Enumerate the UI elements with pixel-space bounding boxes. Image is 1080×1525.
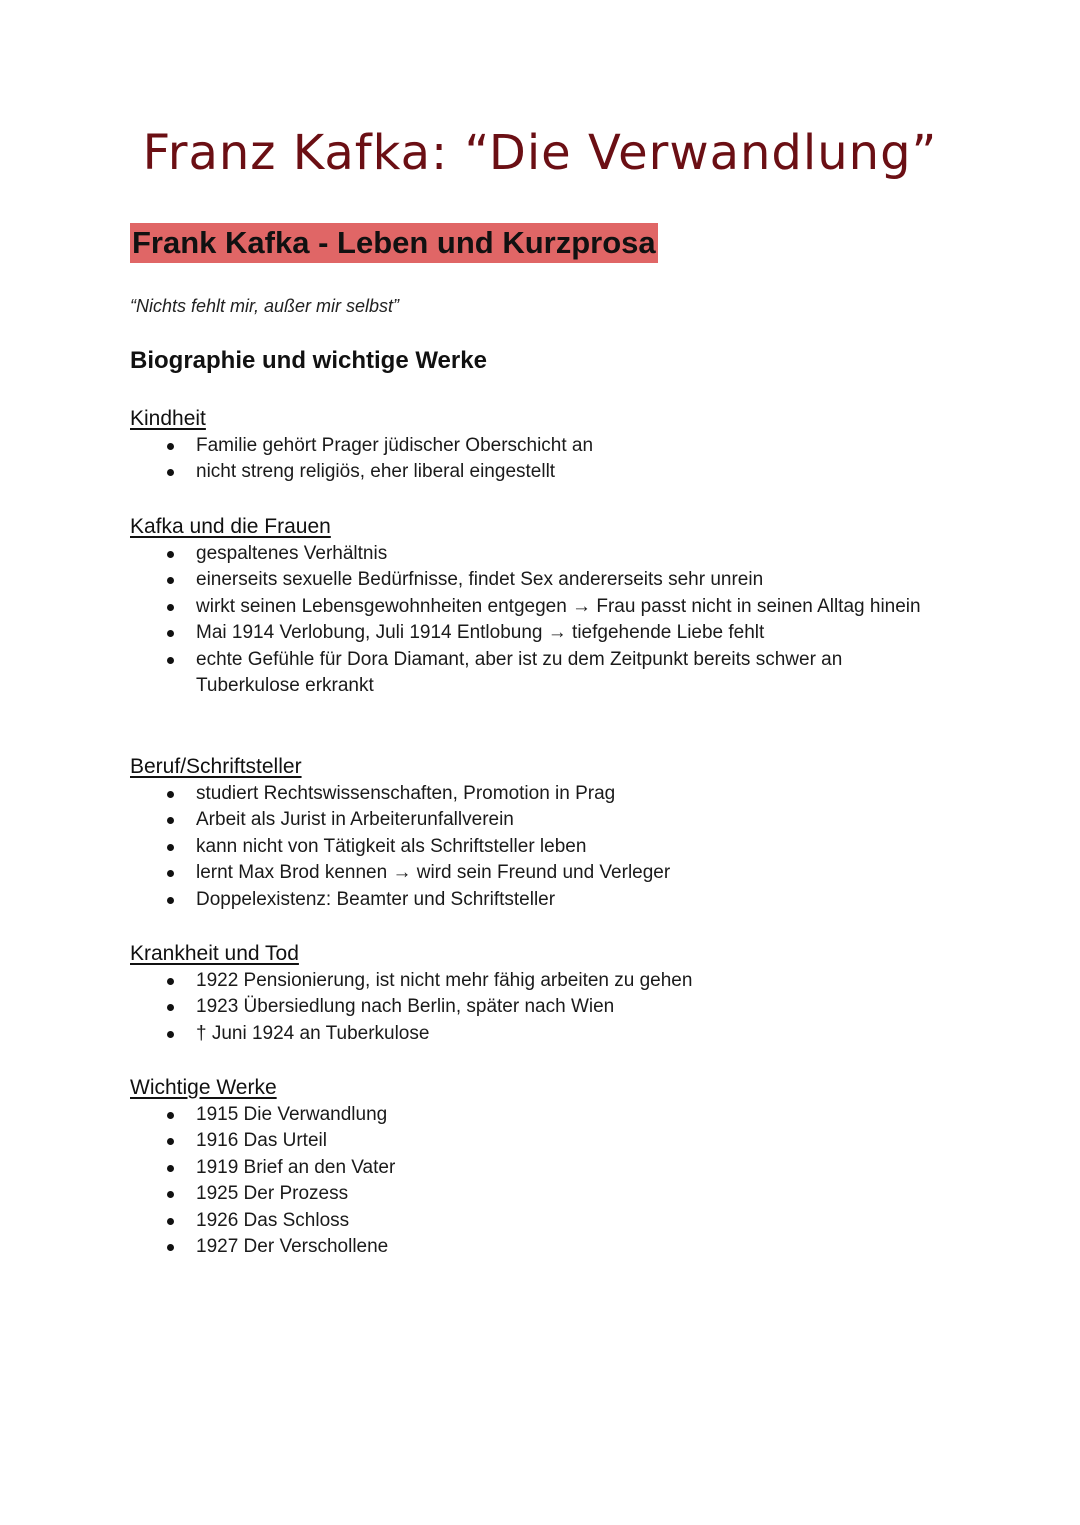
group-title: Beruf/Schriftsteller [130,755,302,778]
list-item-text: 1927 Der Verschollene [196,1236,389,1258]
list-item-text: 1926 Das Schloss [196,1209,350,1231]
document-title: Franz Kafka: “Die Verwandlung” [142,125,938,181]
list-item [130,834,930,860]
list-item [130,781,930,807]
group-kafka-frauen [130,513,930,699]
list-item-text: echte Gefühle für Dora Diamant, aber ist zu dem Zeitpunkt bereits schwer an Tuberkulose erkrankt [196,648,843,697]
bullet-icon [167,817,174,824]
list-item-text: gespaltenes Verhältnis [196,543,388,564]
bullet-icon [167,630,174,637]
bullet-list [130,1102,930,1260]
bullet-list [130,781,930,913]
list-item [130,541,930,567]
list-item [130,1208,930,1234]
list-item-text: 1925 Der Prozess [196,1183,349,1205]
list-item [130,1234,930,1260]
list-item [130,567,930,593]
list-item [130,1155,930,1181]
bullet-icon [167,978,174,985]
section-heading: Frank Kafka - Leben und Kurzprosa [130,223,658,263]
quote: “Nichts fehlt mir, außer mir selbst” [130,296,400,316]
group-title: Wichtige Werke [130,1076,277,1099]
list-item [130,647,930,700]
group-title: Krankheit und Tod [130,942,299,965]
bullet-icon [167,1138,174,1145]
list-item-text: Mai 1914 Verlobung, Juli 1914 Entlobung → tiefgehende Liebe fehlt [196,622,765,644]
list-item-text: nicht streng religiös, eher liberal eingestellt [196,461,556,483]
list-item [130,459,930,485]
list-item [130,807,930,833]
list-item [130,594,930,620]
list-item [130,860,930,886]
group-title: Kindheit [130,407,206,430]
list-item [130,1128,930,1154]
list-item [130,620,930,646]
bullet-icon [167,604,174,611]
list-item-text: Familie gehört Prager jüdischer Oberschicht an [196,435,594,456]
list-item-text: Doppelexistenz: Beamter und Schriftsteller [196,888,556,910]
bullet-icon [167,844,174,851]
bullet-icon [167,551,174,558]
list-item-text: wirkt seinen Lebensgewohnheiten entgegen → Frau passt nicht in seinen Alltag hinein [196,595,921,617]
list-item [130,1021,930,1047]
bullet-list [130,968,930,1047]
list-item [130,887,930,913]
list-item-text: † Juni 1924 an Tuberkulose [196,1022,430,1044]
list-item-text: 1915 Die Verwandlung [196,1104,388,1125]
list-item [130,968,930,994]
group-beruf [130,753,930,913]
list-item-text: 1923 Übersiedlung nach Berlin, später nach Wien [196,996,615,1018]
group-kindheit [130,405,930,486]
list-item [130,1181,930,1207]
bullet-icon [167,897,174,904]
bullet-icon [167,870,174,877]
list-item-text: lernt Max Brod kennen → wird sein Freund und Verleger [196,862,671,884]
list-item [130,1102,930,1128]
group-wichtige-werke [130,1074,930,1260]
group-title: Kafka und die Frauen [130,515,331,538]
list-item [130,994,930,1020]
list-item [130,433,930,459]
list-item-text: studiert Rechtswissenschaften, Promotion in Prag [196,783,616,804]
list-item-text: einerseits sexuelle Bedürfnisse, findet Sex andererseits sehr unrein [196,569,764,591]
bullet-icon [167,657,174,664]
bullet-icon [167,1004,174,1011]
bullet-icon [167,1165,174,1172]
list-item-text: Arbeit als Jurist in Arbeiterunfallverein [196,809,514,831]
list-item-text: 1922 Pensionierung, ist nicht mehr fähig arbeiten zu gehen [196,970,693,991]
bullet-icon [167,443,174,450]
bullet-icon [167,469,174,476]
bullet-icon [167,1112,174,1119]
bullet-list [130,433,930,486]
bullet-icon [167,1218,174,1225]
bullet-icon [167,577,174,584]
list-item-text: kann nicht von Tätigkeit als Schriftsteller leben [196,835,587,857]
bullet-icon [167,1191,174,1198]
group-krankheit [130,940,930,1047]
bullet-icon [167,1031,174,1038]
bullet-icon [167,791,174,798]
bullet-icon [167,1244,174,1251]
list-item-text: 1919 Brief an den Vater [196,1156,396,1178]
list-item-text: 1916 Das Urteil [196,1130,327,1152]
bullet-list [130,541,930,699]
sub-heading: Biographie und wichtige Werke [130,347,487,374]
